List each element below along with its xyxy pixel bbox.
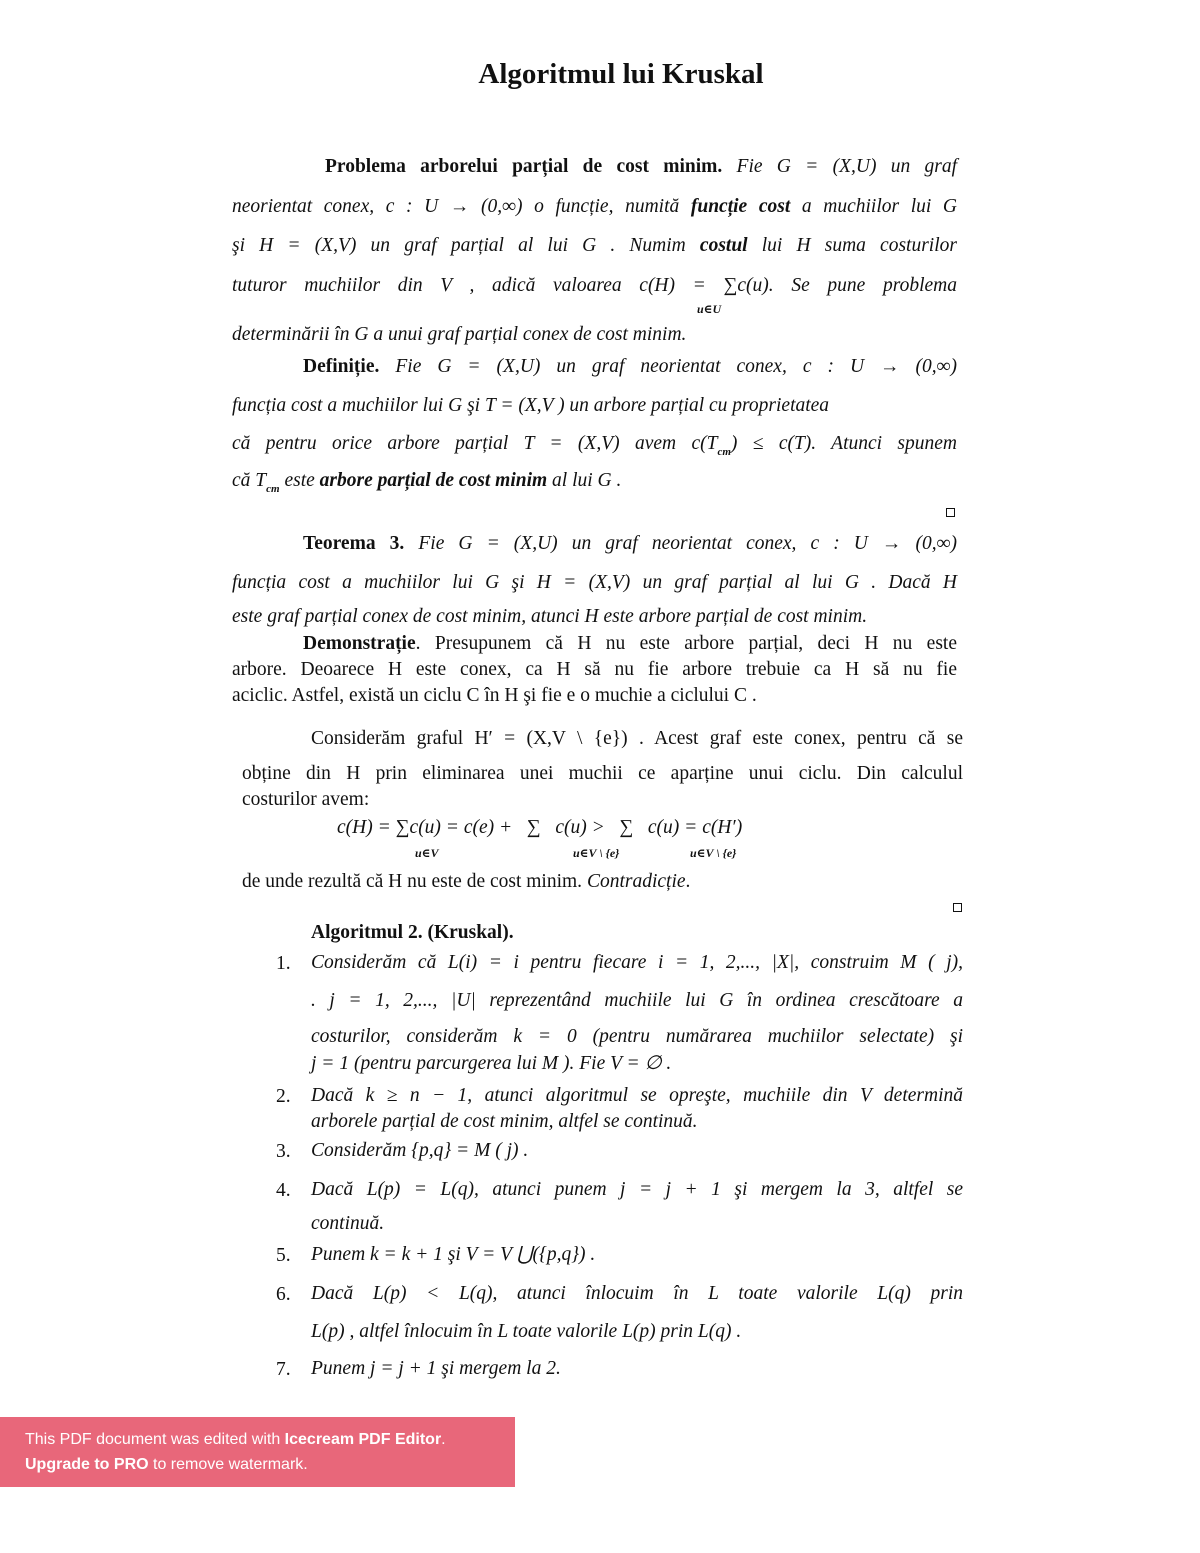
proof-line-4: Considerăm graful H′ = (X,V \ {e}) . Acest graf este conex, pentru că se bbox=[311, 728, 963, 749]
watermark-line-1: This PDF document was edited with Icecream PDF Editor. bbox=[25, 1431, 446, 1448]
page-title: Algoritmul lui Kruskal bbox=[478, 58, 764, 90]
qed-square-1 bbox=[946, 508, 955, 517]
proof-line-6: costurilor avem: bbox=[242, 789, 370, 810]
problem-line-1: Problema arborelui parțial de cost minim. Fie G = (X,U) un graf bbox=[325, 156, 958, 177]
step-3-number: 3. bbox=[276, 1141, 291, 1162]
step-1-line-1: Considerăm că L(i) = i pentru fiecare i = 1, 2,..., |X|, construim M ( j), bbox=[311, 952, 963, 973]
problem-line-3: şi H = (X,V) un graf parțial al lui G . Numim costul lui H suma costurilor bbox=[232, 235, 957, 256]
theorem-heading: Teorema 3. bbox=[303, 533, 405, 554]
proof-line-3: aciclic. Astfel, există un ciclu C în H şi fie e o muchie a ciclului C . bbox=[232, 685, 757, 706]
watermark-line-2: Upgrade to PRO to remove watermark. bbox=[25, 1456, 308, 1473]
upgrade-link[interactable]: Upgrade to PRO bbox=[25, 1456, 149, 1473]
proof-line-7: de unde rezultă că H nu este de cost minim. Contradicție. bbox=[242, 871, 691, 892]
definition-line-4: că $T_{cm}$ este arbore parțial de cost minim al lui G . bbox=[232, 470, 622, 495]
watermark-banner[interactable] bbox=[0, 1417, 515, 1487]
step-2-number: 2. bbox=[276, 1086, 291, 1107]
step-7-number: 7. bbox=[276, 1359, 291, 1380]
definition-line-2: funcția cost a muchiilor lui G şi T = (X,V ) un arbore parțial cu proprietatea bbox=[232, 395, 830, 416]
step-6-number: 6. bbox=[276, 1284, 291, 1305]
qed-square-2 bbox=[953, 903, 962, 912]
watermark-brand-link[interactable]: Icecream PDF Editor bbox=[284, 1431, 442, 1448]
step-4-line-1: Dacă L(p) = L(q), atunci punem j = j + 1 şi mergem la 3, altfel se bbox=[311, 1179, 963, 1200]
problem-heading: Problema arborelui parțial de cost minim. bbox=[325, 156, 723, 177]
proof-line-1: Demonstrație. Presupunem că H nu este arbore parțial, deci H nu este bbox=[303, 633, 957, 654]
step-1-number: 1. bbox=[276, 953, 291, 974]
formula-subscript-2: u∈V \ {e} bbox=[573, 846, 620, 860]
sum-subscript: u∈U bbox=[697, 302, 722, 316]
step-1-line-2: . j = 1, 2,..., |U| reprezentând muchiile lui G în ordinea crescătoare a bbox=[311, 990, 963, 1011]
theorem-line-1: Teorema 3. Fie G = (X,U) un graf neorientat conex, c : U → (0,∞) bbox=[303, 533, 958, 554]
step-4-line-2: continuă. bbox=[311, 1213, 385, 1234]
formula-subscript-3: u∈V \ {e} bbox=[690, 846, 737, 860]
theorem-line-2: funcția cost a muchiilor lui G şi H = (X,V) un graf parțial al lui G . Dacă H bbox=[232, 572, 957, 593]
definition-heading: Definiție. bbox=[303, 356, 380, 377]
step-2-line-2: arborele parțial de cost minim, altfel se continuă. bbox=[311, 1111, 698, 1132]
step-4-number: 4. bbox=[276, 1180, 291, 1201]
step-3-line-1: Considerăm {p,q} = M ( j) . bbox=[311, 1140, 529, 1161]
step-6-line-2: L(p) , altfel înlocuim în L toate valorile L(p) prin L(q) . bbox=[311, 1321, 742, 1342]
definition-line-3: că pentru orice arbore parțial T = (X,V) avem $c(T_{cm}) \le c(T)$. Atunci spunem bbox=[232, 433, 958, 458]
step-2-line-1: Dacă k ≥ n − 1, atunci algoritmul se opreşte, muchiile din V determină bbox=[311, 1085, 963, 1106]
proof-heading: Demonstrație bbox=[303, 633, 416, 654]
step-5-line-1: Punem k = k + 1 şi V = V ⋃({p,q}) . bbox=[311, 1244, 596, 1265]
problem-line-4: tuturor muchiilor din V , adică valoarea c(H) = ∑c(u). Se pune problema bbox=[232, 275, 957, 296]
algorithm-heading: Algoritmul 2. (Kruskal). bbox=[311, 922, 514, 943]
formula-subscript-1: u∈V bbox=[415, 846, 439, 860]
step-6-line-1: Dacă L(p) < L(q), atunci înlocuim în L toate valorile L(q) prin bbox=[311, 1283, 963, 1304]
step-7-line-1: Punem j = j + 1 şi mergem la 2. bbox=[311, 1358, 561, 1379]
proof-line-2: arbore. Deoarece H este conex, ca H să nu fie arbore trebuie ca H să nu fie bbox=[232, 659, 957, 680]
definition-line-1: Definiție. Fie G = (X,U) un graf neorientat conex, c : U → (0,∞) bbox=[303, 356, 958, 377]
problem-line-5: determinării în G a unui graf parțial conex de cost minim. bbox=[232, 324, 687, 345]
step-5-number: 5. bbox=[276, 1245, 291, 1266]
theorem-line-3: este graf parțial conex de cost minim, atunci H este arbore parțial de cost minim. bbox=[232, 606, 868, 627]
proof-line-5: obține din H prin eliminarea unei muchii ce aparține unui ciclu. Din calculul bbox=[242, 763, 963, 784]
problem-line-2: neorientat conex, c : U → (0,∞) o funcție, numită funcție cost a muchiilor lui G bbox=[232, 196, 958, 217]
step-1-line-3: costurilor, considerăm k = 0 (pentru numărarea muchiilor selectate) şi bbox=[311, 1026, 963, 1047]
step-1-line-4: j = 1 (pentru parcurgerea lui M ). Fie V = ∅ . bbox=[311, 1053, 672, 1074]
proof-formula: c(H) = ∑c(u) = c(e) + ∑ c(u) > ∑ c(u) = c(H′) bbox=[337, 817, 743, 838]
